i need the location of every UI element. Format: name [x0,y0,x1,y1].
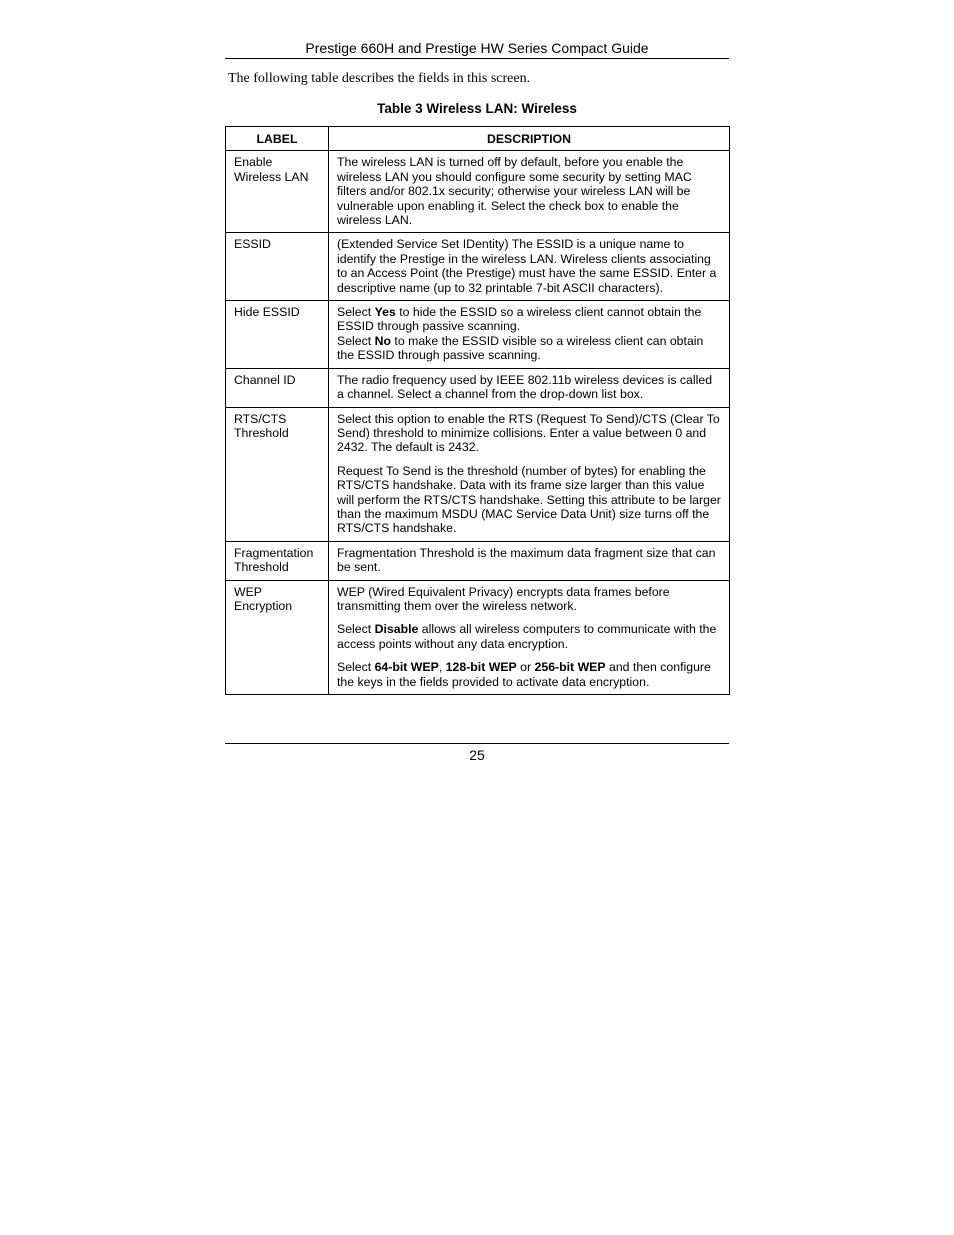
description-paragraph [337,373,721,402]
table-row [226,301,730,369]
bold-term: 128-bit WEP [445,660,517,675]
field-description [329,541,730,580]
description-text: and then configure the keys in the fields provided to activate data encryption. [337,660,711,689]
field-description [329,151,730,233]
description-column-header: DESCRIPTION [329,127,730,151]
description-text: The wireless LAN is turned off by default, before you enable the wireless LAN you should configure some security by setting MAC filters and/or 802.1x security; otherwise your wireless LAN will be vulnerable upon enabling it. Select the check box to enable the wireless LAN. [337,155,692,228]
label-column-header: LABEL [226,127,329,151]
description-paragraph [337,585,721,614]
table-row [226,233,730,301]
table-row [226,580,730,694]
table-row [226,368,730,407]
bold-term: No [374,333,391,348]
field-label: RTS/CTS Threshold [226,407,329,541]
description-text: (Extended Service Set IDentity) The ESSID is a unique name to identify the Prestige in the wireless LAN. Wireless clients associating to an Access Point (the Prestige) must have the same ESSID. Enter a descriptive name (up to 32 printable 7-bit ASCII characters). [337,237,717,295]
field-label: Fragmentation Threshold [226,541,329,580]
field-description [329,580,730,694]
description-text: , [438,660,446,675]
field-label: ESSID [226,233,329,301]
description-text: Request To Send is the threshold (number of bytes) for enabling the RTS/CTS handshake. Data with its frame size larger than this value will perform the RTS/CTS handshake. Setting this attribute to be larger than the maximum MSDU (MAC Service Data Unit) size turns off the RTS/CTS handshake. [337,463,721,536]
bold-term: Disable [374,622,419,637]
description-paragraph [337,546,721,575]
field-label: Channel ID [226,368,329,407]
fields-table [225,126,730,695]
table-caption: Table 3 Wireless LAN: Wireless [377,101,577,116]
description-text: Select [337,660,375,675]
description-text: allows all wireless computers to communicate with the access points without any data encryption. [337,622,717,651]
table-row [226,151,730,233]
description-paragraph [337,237,721,295]
bold-term: 256-bit WEP [534,660,606,675]
description-text: to hide the ESSID so a wireless client cannot obtain the ESSID through passive scanning. [337,305,702,334]
description-text: Fragmentation Threshold is the maximum data fragment size that can be sent. [337,545,716,575]
description-text: Select this option to enable the RTS (Request To Send)/CTS (Clear To Send) threshold to minimize collisions. Enter a value between 0 and 2432. The default is 2432. [337,411,720,455]
bold-term: 64-bit WEP [374,660,439,675]
page-number: 25 [469,747,485,763]
description-text: to make the ESSID visible so a wireless client can obtain the ESSID through passive scanning. [337,333,704,363]
field-description [329,233,730,301]
table-body [226,151,730,695]
description-text: or [516,660,535,675]
field-label: Enable Wireless LAN [226,151,329,233]
field-description [329,301,730,369]
table-header-row [226,127,730,151]
description-paragraph [337,334,721,363]
description-paragraph [337,622,721,651]
intro-text: The following table describes the fields in this screen. [228,71,531,86]
description-text: WEP (Wired Equivalent Privacy) encrypts data frames before transmitting them over the wireless network. [337,584,670,613]
description-paragraph [337,305,721,334]
description-text: The radio frequency used by IEEE 802.11b wireless devices is called a channel. Select a channel from the drop-down list box. [337,372,713,402]
description-text: Select [337,622,375,637]
description-paragraph [337,155,721,227]
bold-term: Yes [374,305,396,320]
page-header: Prestige 660H and Prestige HW Series Compact Guide [225,39,729,59]
field-label: Hide ESSID [226,301,329,369]
description-paragraph [337,412,721,455]
table-row [226,407,730,541]
field-description [329,368,730,407]
description-text: Select [337,305,375,320]
table-row [226,541,730,580]
description-text: Select [337,333,375,348]
field-description [329,407,730,541]
description-paragraph [337,660,721,689]
field-label: WEP Encryption [226,580,329,694]
description-paragraph [337,464,721,536]
page-footer [225,743,729,764]
